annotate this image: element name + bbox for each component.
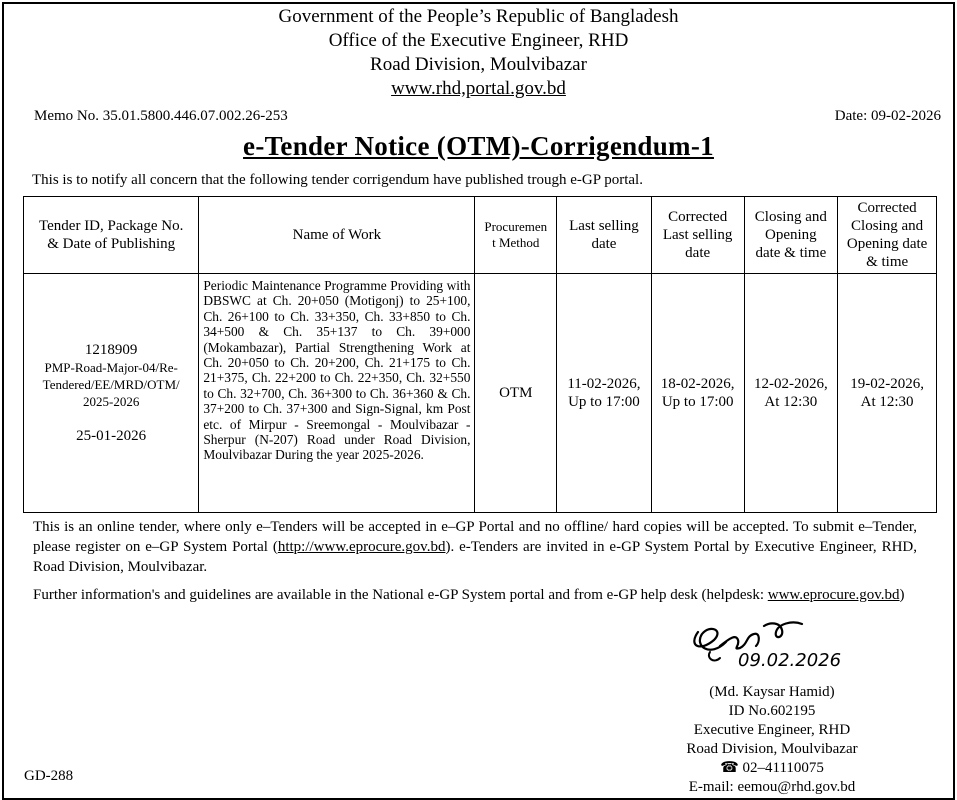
cell-method: OTM [475,274,557,513]
signer-phone: ☎ 02–41110075 [720,760,824,776]
cell-corrected-closing: 19-02-2026, At 12:30 [838,274,937,513]
notice-date: Date: 09-02-2026 [834,108,941,124]
cell-closing-opening: 12-02-2026, At 12:30 [744,274,838,513]
signer-name: (Md. Kaysar Hamid) [709,684,835,700]
col-header-last-selling: Last selling date [557,197,652,274]
signer-office: Road Division, Moulvibazar [686,741,858,757]
cell-tender-id [24,274,199,513]
col-header-tender-id: Tender ID, Package No. & Date of Publishing [24,197,199,274]
notice-title: e-Tender Notice (OTM)-Corrigendum-1 [243,131,714,161]
intro-text: This is to notify all concern that the following tender corrigendum have published trough e-GP portal. [32,172,643,188]
paragraph-online-tender: This is an online tender, where only e–Tenders will be accepted in e–GP Portal and no offline/ hard copies will be accepted. To submit e–Tender, please register on e–GP System Portal (http://www.eprocure.gov.bd). e-Tenders are invited in e-GP System Portal by Executive Engineer, RHD, Road Division, Moulvibazar. [33,519,917,575]
header-government: Government of the People’s Republic of Bangladesh [278,6,679,27]
signer-designation: Executive Engineer, RHD [693,722,851,738]
col-header-name-of-work: Name of Work [199,197,475,274]
helpdesk-link[interactable]: www.eprocure.gov.bd [767,587,900,603]
footer-code: GD-288 [24,768,74,784]
table-header-row [24,197,937,274]
package-no-line: PMP-Road-Major-04/Re- [44,359,178,375]
signature-date: 09.02.2026 [738,650,842,671]
col-header-corrected-last-selling: Corrected Last selling date [651,197,744,274]
eprocure-link[interactable]: http://www.eprocure.gov.bd [277,539,446,555]
package-no-line: 2025-2026 [83,393,140,409]
publishing-date: 25-01-2026 [76,427,147,444]
header-website: www.rhd,portal.gov.bd [391,78,566,99]
header-office: Office of the Executive Engineer, RHD [328,30,629,51]
tender-id: 1218909 [84,341,138,358]
cell-name-of-work: Periodic Maintenance Programme Providing with DBSWC at Ch. 20+050 (Motigonj) to 25+100, Ch. 26+100 to Ch. 33+350, Ch. 33+850 to Ch. 34+500 & Ch. 35+137 to Ch. 39+000 (Mokambazar), Partial Strengthening Work at Ch. 20+050 to Ch. 20+200, Ch. 21+175 to Ch. 21+375, Ch. 22+200 to Ch. 22+350, Ch. 32+550 to Ch. 32+700, Ch. 36+300 to Ch. 36+360 & Ch. 37+200 to Ch. 37+300 and Sign-Signal, km Post etc. of Mirpur - Sreemongal - Moulvibazar - Sherpur (N-207) Road under Road Division, Moulvibazar During the year 2025-2026. [199,274,475,513]
memo-number: Memo No. 35.01.5800.446.07.002.26-253 [34,108,288,124]
paragraph-further-info: Further information's and guidelines are available in the National e-GP System portal and from e-GP help desk (helpdesk: www.eprocure.gov.bd) [33,587,905,603]
signer-email: E-mail: eemou@rhd.gov.bd [688,779,856,795]
cell-corrected-last-selling: 18-02-2026, Up to 17:00 [651,274,744,513]
signer-block [672,683,872,797]
col-header-method: Procuremen t Method [475,197,557,274]
signer-id: ID No.602195 [728,703,816,719]
cell-last-selling: 11-02-2026, Up to 17:00 [557,274,652,513]
table-row [24,274,937,513]
header-division: Road Division, Moulvibazar [370,54,587,75]
col-header-corrected-closing: Corrected Closing and Opening date & time [838,197,937,274]
package-no-line: Tendered/EE/MRD/OTM/ [42,376,180,392]
col-header-closing-opening: Closing and Opening date & time [744,197,838,274]
tender-table [23,196,937,513]
